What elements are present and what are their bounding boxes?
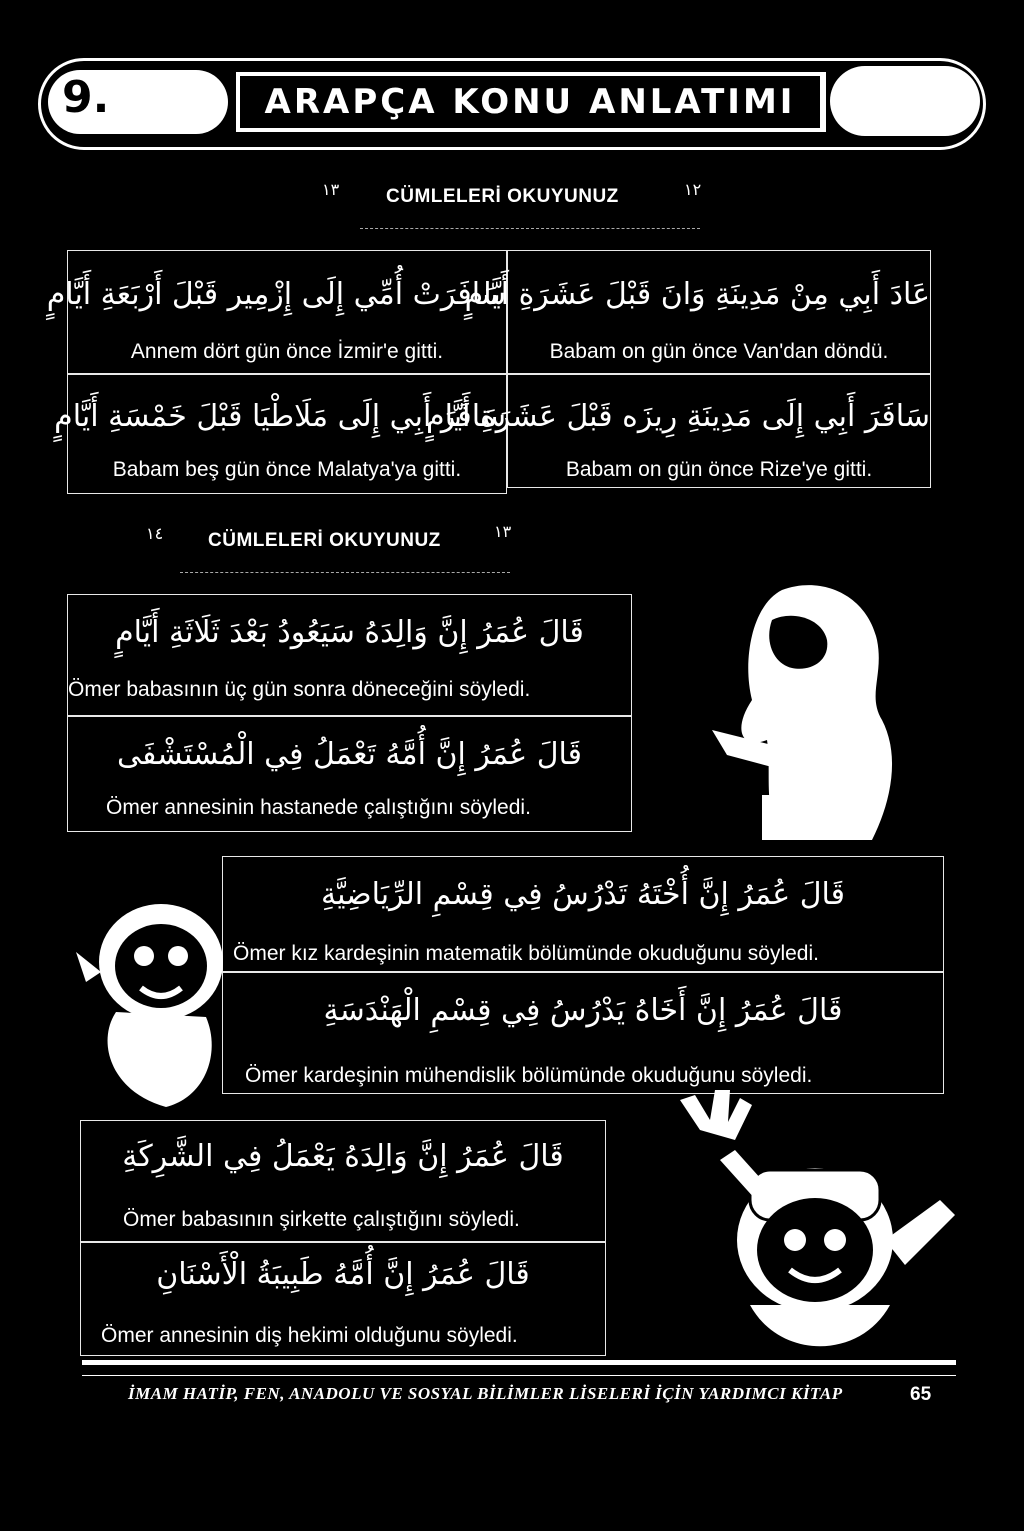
turkish-translation: Ömer babasının şirkette çalıştığını söyledi. — [123, 1208, 520, 1231]
section-2-divider — [180, 572, 510, 573]
woman-reading-figure — [672, 580, 952, 840]
sentence-cell — [426, 374, 931, 488]
turkish-translation: Ömer annesinin hastanede çalıştığını söyledi. — [106, 796, 531, 819]
turkish-translation: Ömer annesinin diş hekimi olduğunu söyledi. — [101, 1324, 518, 1347]
banner-end-cap — [830, 66, 980, 136]
arabic-sentence: قَالَ عُمَرُ إِنَّ أُمَّهُ طَبِيبَةُ الْأَسْنَانِ — [156, 1257, 530, 1292]
sentence-cell — [67, 594, 632, 716]
sentence-cell — [46, 250, 507, 374]
section-1-mark-left: ١٣ — [322, 180, 340, 199]
sentence-cell — [222, 972, 944, 1094]
arabic-sentence: قَالَ عُمَرُ إِنَّ أُخْتَهُ تَدْرُسُ فِي قِسْمِ الرِّيَاضِيَّةِ — [321, 877, 845, 912]
sentence-cell — [80, 1242, 606, 1356]
section-1-title: CÜMLELERİ OKUYUNUZ — [386, 186, 619, 207]
girl-cartoon — [56, 892, 226, 1122]
sentence-cell — [222, 856, 944, 972]
sentence-cell — [67, 716, 632, 832]
section-2-mark-left: ١٤ — [146, 524, 164, 543]
page-number: 65 — [910, 1384, 932, 1405]
arabic-sentence: قَالَ عُمَرُ إِنَّ أَخَاهُ يَدْرُسُ فِي قِسْمِ الْهَنْدَسَةِ — [323, 993, 843, 1028]
turkish-translation: Babam on gün önce Rize'ye gitti. — [565, 458, 873, 481]
footer-rule-thin — [82, 1375, 956, 1376]
turkish-translation: Babam on gün önce Van'dan döndü. — [549, 340, 889, 363]
boy-cartoon — [640, 1090, 970, 1360]
section-1-divider — [360, 228, 700, 229]
arabic-sentence: قَالَ عُمَرُ إِنَّ أُمَّهُ تَعْمَلُ فِي الْمُسْتَشْفَى — [117, 737, 582, 772]
section-1-mark-right: ١٢ — [684, 180, 702, 199]
page-title: ARAPÇA KONU ANLATIMI — [240, 76, 820, 128]
turkish-translation: Ömer kız kardeşinin matematik bölümünde okuduğunu söyledi. — [233, 942, 819, 965]
footer-rule-thick — [82, 1360, 956, 1365]
turkish-translation: Ömer babasının üç gün sonra döneceğini söyledi. — [68, 678, 531, 701]
footer-text: İMAM HATİP, FEN, ANADOLU VE SOSYAL BİLİMLER LİSELERİ İÇİN YARDIMCI KİTAP — [128, 1384, 843, 1403]
arabic-sentence: قَالَ عُمَرُ إِنَّ وَالِدَهُ سَيَعُودُ بَعْدَ ثَلَاثَةِ أَيَّامٍ — [115, 615, 584, 650]
section-2-mark-right: ١٣ — [494, 522, 512, 541]
chapter-number: 9. — [62, 72, 110, 123]
chapter-badge — [48, 70, 228, 134]
section-2-title: CÜMLELERİ OKUYUNUZ — [208, 530, 441, 551]
arabic-sentence: عَادَ أَبِي مِنْ مَدِينَةِ وَانَ قَبْلَ عَشَرَةِ أَيَّامٍ — [464, 277, 930, 312]
arabic-sentence: سَافَرَ أَبِي إِلَى مَلَاطْيَا قَبْلَ خَمْسَةِ أَيَّامٍ — [54, 399, 506, 434]
sentence-cell — [80, 1120, 606, 1242]
sentence-cell — [464, 250, 931, 374]
arabic-sentence: قَالَ عُمَرُ إِنَّ وَالِدَهُ يَعْمَلُ فِي الشَّرِكَةِ — [122, 1139, 564, 1174]
arabic-sentence: سَافَرَ أَبِي إِلَى مَدِينَةِ رِيزَه قَبْلَ عَشَرَةِ أَيَّامٍ — [426, 399, 930, 434]
turkish-translation: Ömer kardeşinin mühendislik bölümünde okuduğunu söyledi. — [245, 1064, 813, 1087]
turkish-translation: Babam beş gün önce Malatya'ya gitti. — [112, 458, 462, 481]
turkish-translation: Annem dört gün önce İzmir'e gitti. — [130, 340, 444, 363]
arabic-sentence: سَافَرَتْ أُمِّي إِلَى إِزْمِير قَبْلَ أَرْبَعَةِ أَيَّامٍ — [46, 277, 506, 312]
